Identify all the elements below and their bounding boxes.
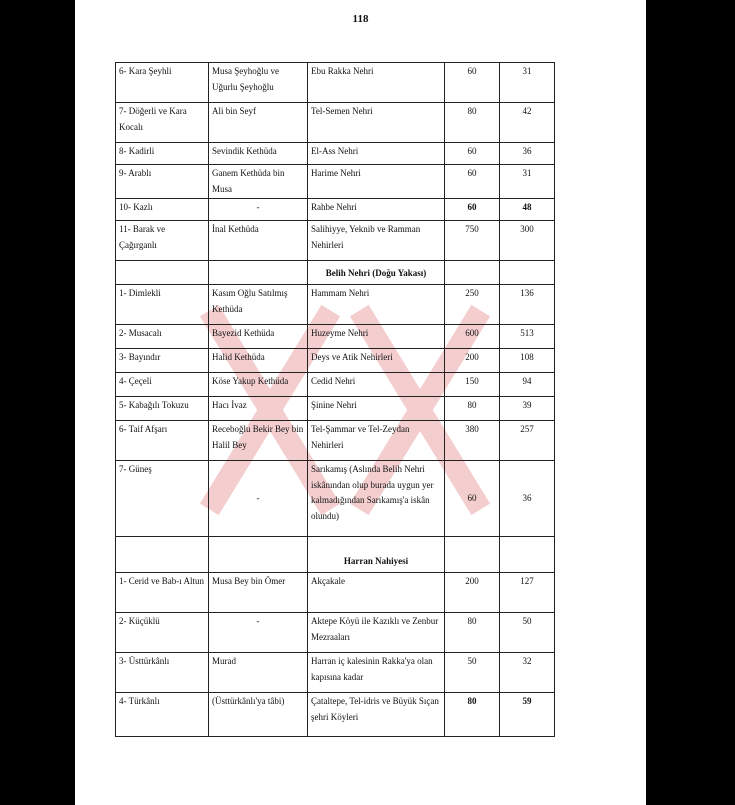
tribe-cell: 7- Güneş bbox=[116, 461, 209, 537]
tribe-cell: 4- Türkânlı bbox=[116, 693, 209, 737]
location-cell: Rahbe Nehri bbox=[308, 199, 445, 221]
location-cell: Harran iç kalesinin Rakka'ya olan kapısına kadar bbox=[308, 653, 445, 693]
leader-cell: Köse Yakup Kethüda bbox=[209, 373, 308, 397]
tribe-cell: 1- Cerid ve Bab-ı Altun bbox=[116, 573, 209, 613]
tax-cell: 257 bbox=[500, 421, 555, 461]
location-cell: Şinine Nehri bbox=[308, 397, 445, 421]
location-cell: Çataltepe, Tel-idris ve Büyük Sıçan şehri Köyleri bbox=[308, 693, 445, 737]
tax-cell: 50 bbox=[500, 613, 555, 653]
table-row bbox=[116, 693, 555, 737]
tribe-cell: 2- Küçüklü bbox=[116, 613, 209, 653]
households-cell: 80 bbox=[445, 613, 500, 653]
households-cell: 200 bbox=[445, 349, 500, 373]
households-cell: 60 bbox=[445, 165, 500, 199]
leader-cell: Hacı İvaz bbox=[209, 397, 308, 421]
table-row bbox=[116, 103, 555, 143]
empty-cell bbox=[500, 537, 555, 573]
table-row bbox=[116, 421, 555, 461]
leader-cell: - bbox=[209, 461, 308, 537]
tribe-cell: 3- Bayındır bbox=[116, 349, 209, 373]
tax-cell: 42 bbox=[500, 103, 555, 143]
tax-cell: 31 bbox=[500, 165, 555, 199]
leader-cell: Murad bbox=[209, 653, 308, 693]
households-cell: 600 bbox=[445, 325, 500, 349]
tribe-cell: 7- Döğerli ve Kara Kocalı bbox=[116, 103, 209, 143]
households-cell: 80 bbox=[445, 397, 500, 421]
leader-cell: Kasım Oğlu Satılmış Kethüda bbox=[209, 285, 308, 325]
leader-cell: Receboğlu Bekir Bey bin Halil Bey bbox=[209, 421, 308, 461]
leader-cell: (Üsttürkânlı'ya tâbi) bbox=[209, 693, 308, 737]
tribe-cell: 3- Üsttürkânlı bbox=[116, 653, 209, 693]
table-row bbox=[116, 653, 555, 693]
document-page bbox=[75, 0, 646, 805]
empty-cell bbox=[500, 261, 555, 285]
tax-cell: 513 bbox=[500, 325, 555, 349]
table-row bbox=[116, 397, 555, 421]
leader-cell: Ali bin Seyf bbox=[209, 103, 308, 143]
leader-cell: Halid Kethüda bbox=[209, 349, 308, 373]
location-cell: Aktepe Köyü ile Kazıklı ve Zenbur Mezraaları bbox=[308, 613, 445, 653]
empty-cell bbox=[116, 261, 209, 285]
tribe-cell: 5- Kabağılı Tokuzu bbox=[116, 397, 209, 421]
leader-cell: - bbox=[209, 199, 308, 221]
table-row bbox=[116, 165, 555, 199]
table-row bbox=[116, 63, 555, 103]
tribe-cell: 2- Musacalı bbox=[116, 325, 209, 349]
households-cell: 50 bbox=[445, 653, 500, 693]
households-cell: 80 bbox=[445, 103, 500, 143]
table-row bbox=[116, 349, 555, 373]
table-row bbox=[116, 285, 555, 325]
tribe-cell: 8- Kadirli bbox=[116, 143, 209, 165]
location-cell: El-Ass Nehri bbox=[308, 143, 445, 165]
location-cell: Salihiyye, Yeknib ve Ramman Nehirleri bbox=[308, 221, 445, 261]
table-row bbox=[116, 143, 555, 165]
households-cell: 60 bbox=[445, 461, 500, 537]
tax-cell: 32 bbox=[500, 653, 555, 693]
tribe-cell: 11- Barak ve Çağırganlı bbox=[116, 221, 209, 261]
tribe-cell: 6- Kara Şeyhli bbox=[116, 63, 209, 103]
table-row bbox=[116, 573, 555, 613]
location-cell: Cedid Nehri bbox=[308, 373, 445, 397]
leader-cell: Bayezid Kethüda bbox=[209, 325, 308, 349]
section-row bbox=[116, 537, 555, 573]
table-row bbox=[116, 461, 555, 537]
table-row bbox=[116, 325, 555, 349]
location-cell: Harime Nehri bbox=[308, 165, 445, 199]
tribe-cell: 6- Taif Afşarı bbox=[116, 421, 209, 461]
tax-cell: 127 bbox=[500, 573, 555, 613]
section-row bbox=[116, 261, 555, 285]
tribe-cell: 9- Arablı bbox=[116, 165, 209, 199]
location-cell: Deys ve Atik Nehirleri bbox=[308, 349, 445, 373]
tax-cell: 108 bbox=[500, 349, 555, 373]
leader-cell: İnal Kethüda bbox=[209, 221, 308, 261]
leader-cell: Ganem Kethüda bin Musa bbox=[209, 165, 308, 199]
tax-cell: 36 bbox=[500, 461, 555, 537]
table-row bbox=[116, 613, 555, 653]
table-row bbox=[116, 373, 555, 397]
location-cell: Hammam Nehri bbox=[308, 285, 445, 325]
tax-cell: 136 bbox=[500, 285, 555, 325]
location-cell: Tel-Şammar ve Tel-Zeydan Nehirleri bbox=[308, 421, 445, 461]
empty-cell bbox=[209, 261, 308, 285]
households-cell: 80 bbox=[445, 693, 500, 737]
leader-cell: Sevindik Kethüda bbox=[209, 143, 308, 165]
tax-cell: 36 bbox=[500, 143, 555, 165]
households-cell: 380 bbox=[445, 421, 500, 461]
households-cell: 60 bbox=[445, 143, 500, 165]
leader-cell: Musa Şeyhoğlu ve Uğurlu Şeyhoğlu bbox=[209, 63, 308, 103]
tax-cell: 48 bbox=[500, 199, 555, 221]
location-cell: Ebu Rakka Nehri bbox=[308, 63, 445, 103]
tax-cell: 39 bbox=[500, 397, 555, 421]
location-cell: Sarıkamış (Aslında Belih Nehri iskânından olup burada uygun yer kalmadığından Sarıkamış'a iskân olundu) bbox=[308, 461, 445, 537]
households-cell: 60 bbox=[445, 199, 500, 221]
empty-cell bbox=[116, 537, 209, 573]
households-cell: 200 bbox=[445, 573, 500, 613]
page-number: 118 bbox=[352, 13, 369, 25]
tribe-cell: 1- Dimlekli bbox=[116, 285, 209, 325]
tax-cell: 300 bbox=[500, 221, 555, 261]
tribe-cell: 10- Kazlı bbox=[116, 199, 209, 221]
table-row bbox=[116, 221, 555, 261]
households-cell: 250 bbox=[445, 285, 500, 325]
empty-cell bbox=[209, 537, 308, 573]
empty-cell bbox=[445, 537, 500, 573]
leader-cell: Musa Bey bin Ömer bbox=[209, 573, 308, 613]
settlement-table bbox=[115, 62, 555, 737]
households-cell: 60 bbox=[445, 63, 500, 103]
leader-cell: - bbox=[209, 613, 308, 653]
tax-cell: 94 bbox=[500, 373, 555, 397]
households-cell: 750 bbox=[445, 221, 500, 261]
location-cell: Huzeyme Nehri bbox=[308, 325, 445, 349]
households-cell: 150 bbox=[445, 373, 500, 397]
location-cell: Tel-Semen Nehri bbox=[308, 103, 445, 143]
section-heading: Belih Nehri (Doğu Yakası) bbox=[308, 261, 445, 285]
tribe-cell: 4- Çeçeli bbox=[116, 373, 209, 397]
table-body bbox=[116, 63, 555, 737]
table-row bbox=[116, 199, 555, 221]
empty-cell bbox=[445, 261, 500, 285]
tax-cell: 59 bbox=[500, 693, 555, 737]
tax-cell: 31 bbox=[500, 63, 555, 103]
location-cell: Akçakale bbox=[308, 573, 445, 613]
section-heading: Harran Nahiyesi bbox=[308, 537, 445, 573]
